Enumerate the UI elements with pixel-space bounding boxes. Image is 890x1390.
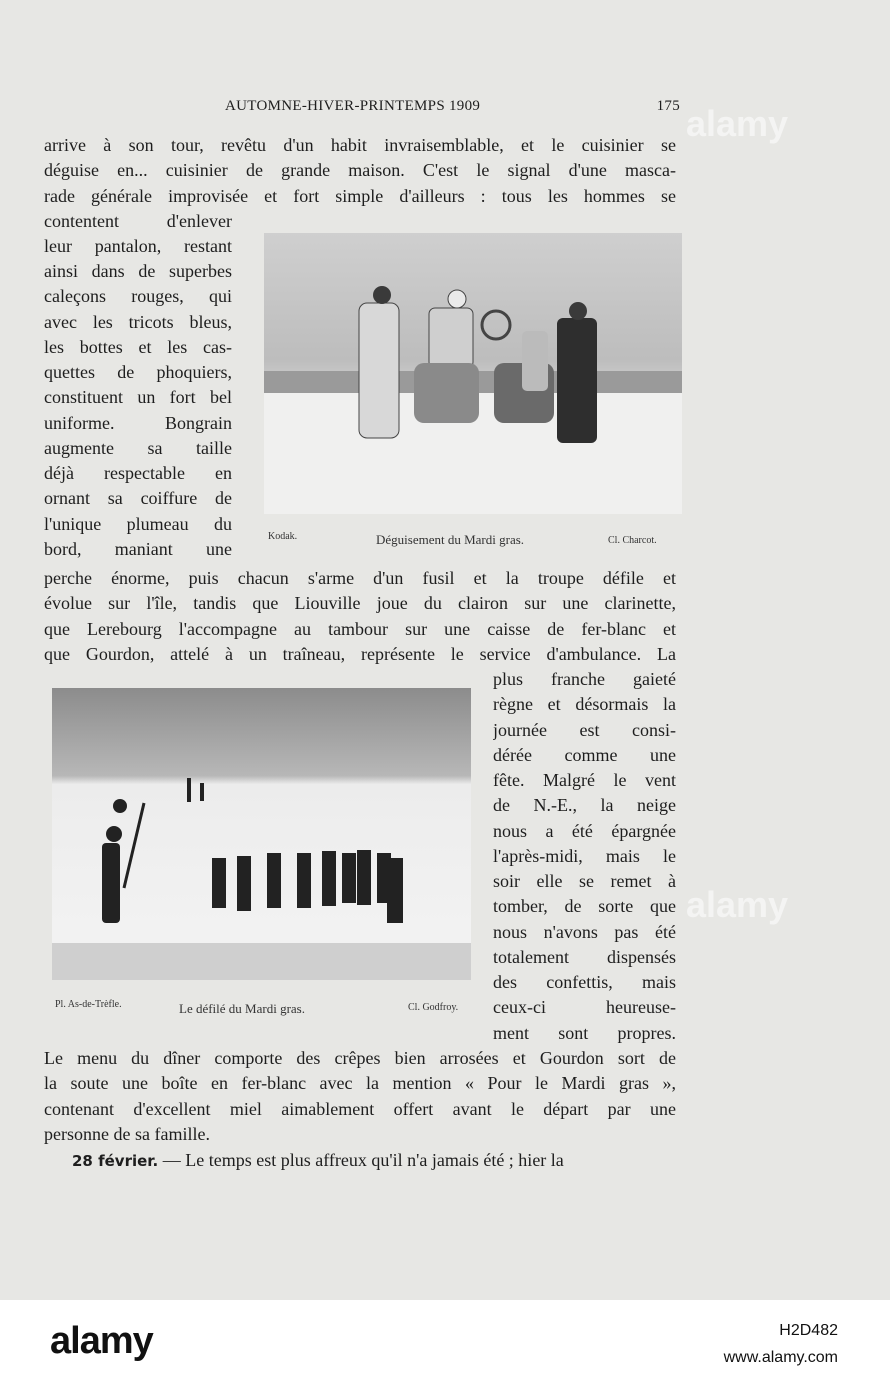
text-line: constituent un fort bel: [44, 387, 232, 407]
text-line: contenant d'excellent miel aimablement offert avant le départ par une: [44, 1099, 676, 1119]
text-line: l'unique plumeau du: [44, 514, 232, 534]
figure1-right-credit: Cl. Charcot.: [608, 535, 657, 546]
page-number: 175: [656, 98, 680, 114]
photo-mardi-gras-parade: [52, 688, 471, 980]
text-line: arrive à son tour, revêtu d'un habit invraisemblable, et le cuisinier se: [44, 135, 676, 155]
running-title: AUTOMNE-HIVER-PRINTEMPS 1909: [225, 98, 481, 114]
text-line: les bottes et les cas-: [44, 337, 232, 357]
figure2-right-credit: Cl. Godfroy.: [408, 1002, 459, 1013]
text-line: nous n'avons pas été: [493, 922, 676, 942]
figure2-left-credit: Pl. As-de-Trèfle.: [55, 999, 122, 1010]
text-line: règne et désormais la: [493, 694, 676, 714]
text-line: quettes de phoquiers,: [44, 362, 232, 382]
text-line: que Lerebourg l'accompagne au tambour sur une caisse de fer-blanc et: [44, 619, 676, 639]
text-line: rade générale improvisée et fort simple d'ailleurs : tous les hommes se: [44, 186, 676, 206]
text-line: ornant sa coiffure de: [44, 488, 232, 508]
text-line: déguise en... cuisinier de grande maison. C'est le signal d'une masca-: [44, 160, 676, 180]
text-line: soir elle se remet à: [493, 871, 676, 891]
text-line: dérée comme une: [493, 745, 676, 765]
text-line: ceux-ci heureuse-: [493, 997, 676, 1017]
text-line: leur pantalon, restant: [44, 236, 232, 256]
text-line: perche énorme, puis chacun s'arme d'un fusil et la troupe défile et: [44, 568, 676, 588]
alamy-logo: alamy: [50, 1320, 153, 1362]
text-line: ainsi dans de superbes: [44, 261, 232, 281]
entry-text: — Le temps est plus affreux qu'il n'a jamais été ; hier la: [158, 1150, 564, 1170]
text-line: nous a été épargnée: [493, 821, 676, 841]
text-line: personne de sa famille.: [44, 1124, 210, 1144]
text-line: la soute une boîte en fer-blanc avec la mention « Pour le Mardi gras »,: [44, 1073, 676, 1093]
text-line: plus franche gaieté: [493, 669, 676, 689]
text-line: déjà respectable en: [44, 463, 232, 483]
text-line: bord, maniant une: [44, 539, 232, 559]
figure1-caption: Déguisement du Mardi gras.: [376, 532, 525, 547]
text-line: l'après-midi, mais le: [493, 846, 676, 866]
text-line: ment sont propres.: [493, 1023, 676, 1043]
watermark: alamy: [686, 884, 789, 925]
text-line: tomber, de sorte que: [493, 896, 676, 916]
dated-entry-line: [72, 1148, 676, 1174]
text-line: Le menu du dîner comporte des crêpes bien arrosées et Gourdon sort de: [44, 1048, 676, 1068]
entry-date: 28 février.: [72, 1152, 159, 1170]
figure2-caption: Le défilé du Mardi gras.: [179, 1001, 305, 1016]
text-line: journée est consi-: [493, 720, 676, 740]
photo-mardi-gras-disguise: [264, 233, 682, 514]
text-line: que Gourdon, attelé à un traîneau, représente le service d'ambulance. La: [44, 644, 676, 664]
text-line: des confettis, mais: [493, 972, 676, 992]
text-line: de N.-E., la neige: [493, 795, 676, 815]
figure1-left-credit: Kodak.: [268, 531, 298, 542]
watermark: alamy: [686, 103, 789, 144]
text-line: contentent d'enlever: [44, 211, 232, 231]
text-line: caleçons rouges, qui: [44, 286, 232, 306]
site-url: www.alamy.com: [723, 1349, 838, 1366]
text-line: fête. Malgré le vent: [493, 770, 676, 790]
text-line: augmente sa taille: [44, 438, 232, 458]
text-line: avec les tricots bleus,: [44, 312, 232, 332]
text-line: évolue sur l'île, tandis que Liouville joue du clairon sur une clarinette,: [44, 593, 676, 613]
text-line: uniforme. Bongrain: [44, 413, 232, 433]
text-line: totalement dispensés: [493, 947, 676, 967]
image-id: H2D482: [779, 1322, 838, 1339]
